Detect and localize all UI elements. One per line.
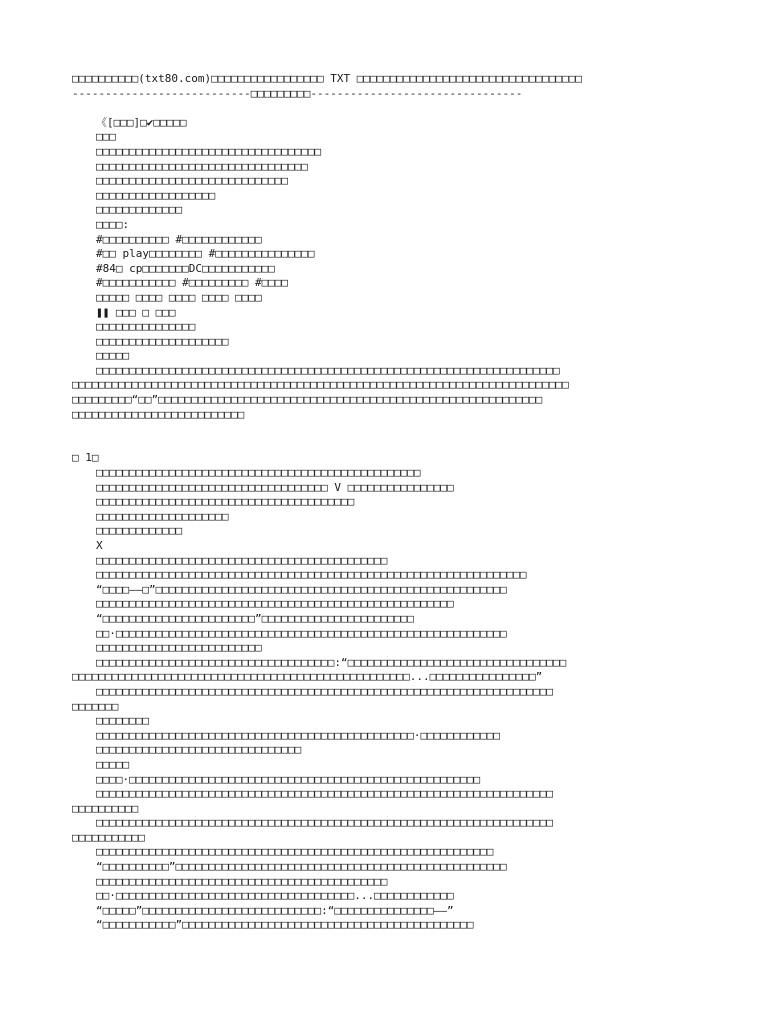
chapter-line: □□□□□□□: [72, 699, 119, 713]
paragraph-line: □□□□□□□□□□□□□□□□□□□□□□□□□□: [72, 407, 245, 421]
chapter-line: □□□□□□□□□□□□□□□□□□□□□□□□□□□□□□□□□□□□□□□□□□□□□□□□□□□□□□□□□□□□□□□□□□□□□: [96, 787, 553, 801]
chapter-line: □□□□□□□□□□□□□□□□□□□□□□□□□□□□□□□□□□□□□□□□□□□□□□□□□□□□□□□□□□□□□□□□□□□□□: [96, 816, 553, 830]
chapter-line: □□□□□□□□□□□□□: [96, 524, 183, 538]
intro-line: □□□□□□□□□□□□□□□□□□□□□□□□□□□□□: [96, 174, 289, 188]
chapter-line: □□·□□□□□□□□□□□□□□□□□□□□□□□□□□□□□□□□□□□□□□□□□□□□□□□□□□□□□□□□□□□: [96, 626, 507, 640]
intro-paragraph: [72, 364, 708, 422]
chapter-body: [72, 466, 708, 933]
intro-line: ❚❚ □□□ □ □□□: [96, 305, 176, 319]
intro-line: □□□□□: [96, 349, 130, 363]
chapter-line: □□□□□□□□□□□□□□□□□□□□□□□□□□□□□□□: [96, 743, 302, 757]
chapter-line: □□□□□□□□□□□□□□□□□□□□□□□□□□□□□□□□□□□□:“□□□□□□□□□□□□□□□□□□□□□□□□□□□□□□□□□: [96, 655, 567, 669]
chapter-line: “□□□□——□”□□□□□□□□□□□□□□□□□□□□□□□□□□□□□□□□□□□□□□□□□□□□□□□□□□□□□: [96, 582, 507, 596]
divider-line: ---------------------------□□□□□□□□□--------------------------------: [72, 86, 523, 100]
chapter-line: □□□□□□□□□□□□□□□□□□□□□□□□□□□□□□□□□□□□□□□□□□□□□□□□□□□□□□□□□□□□□□□□□□□□□: [96, 684, 553, 698]
intro-line: #□□□□□□□□□□ #□□□□□□□□□□□□: [96, 232, 262, 246]
chapter-line: □□□□·□□□□□□□□□□□□□□□□□□□□□□□□□□□□□□□□□□□□□□□□□□□□□□□□□□□□□: [96, 772, 481, 786]
intro-line: #□□ play□□□□□□□□ #□□□□□□□□□□□□□□□: [96, 247, 315, 261]
document-body: [72, 72, 708, 933]
chapter-line: □□□□□□□□□□□□□□□□□□□□□□□□□□□□□□□□□□□□□□□□□□□□□□□□·□□□□□□□□□□□□: [96, 728, 500, 742]
chapter-line: □□·□□□□□□□□□□□□□□□□□□□□□□□□□□□□□□□□□□□□...□□□□□□□□□□□□: [96, 889, 454, 903]
intro-line: □□□□□□□□□□□□□□□□□□□□□□□□□□□□□□□□: [96, 159, 308, 173]
chapter-line: “□□□□□□□□□□”□□□□□□□□□□□□□□□□□□□□□□□□□□□□□□□□□□□□□□□□□□□□□□□□□□: [96, 860, 507, 874]
spacer: [72, 101, 708, 116]
chapter-line: □□□□□□□□□□□□□□□□□□□□□□□□□□□□□□□□□□□□□□□□□□□□: [96, 874, 388, 888]
chapter-line: □□□□□□□□□□□□□□□□□□□□□□□□□□□□□□□□□□□□□□□□□□□□□□□□□: [96, 466, 421, 480]
chapter-line: “□□□□□□□□□□□□□□□□□□□□□□□”□□□□□□□□□□□□□□□□□□□□□□□: [96, 611, 414, 625]
chapter-line: □□□□□□□□□□: [72, 801, 139, 815]
chapter-line: “□□□□□”□□□□□□□□□□□□□□□□□□□□□□□□□□□:“□□□□□□□□□□□□□□□——”: [96, 903, 454, 917]
chapter-line: □□□□□□□□□□□□□□□□□□□□□□□□□: [96, 641, 262, 655]
chapter-line: □□□□□□□□□□□□□□□□□□□□: [96, 509, 229, 523]
intro-block: [72, 116, 708, 364]
chapter-line: □□□□□□□□□□□□□□□□□□□□□□□□□□□□□□□□□□□□□□□□□□□□□□□□□□□□□□: [96, 597, 454, 611]
intro-line: #□□□□□□□□□□□ #□□□□□□□□□ #□□□□: [96, 276, 289, 290]
spacer: [72, 437, 708, 452]
intro-line: 《[□□□]□✔□□□□□: [96, 115, 187, 129]
paragraph-line: □□□□□□□□□“□□”□□□□□□□□□□□□□□□□□□□□□□□□□□□□□□□□□□□□□□□□□□□□□□□□□□□□□□□□□□: [72, 393, 543, 407]
chapter-line: □□□□□□□□□□□□□□□□□□□□□□□□□□□□□□□□□□□ V □□□□□□□□□□□□□□□□: [96, 480, 454, 494]
intro-line: □□□□□□□□□□□□□□□□□□□□: [96, 334, 229, 348]
spacer: [72, 422, 708, 437]
intro-line: □□□: [96, 130, 116, 144]
intro-line: □□□□□□□□□□□□□□□□□□□□□□□□□□□□□□□□□□: [96, 144, 322, 158]
source-line: □□□□□□□□□□(txt80.com)□□□□□□□□□□□□□□□□□ TXT □□□□□□□□□□□□□□□□□□□□□□□□□□□□□□□□□□: [72, 72, 582, 85]
chapter-heading: □ 1□: [72, 451, 99, 465]
intro-line: □□□□□□□□□□□□□□□□□□: [96, 188, 216, 202]
chapter-line: X: [96, 539, 103, 552]
intro-line: □□□□□□□□□□□□□□□: [96, 320, 196, 334]
paragraph-line: □□□□□□□□□□□□□□□□□□□□□□□□□□□□□□□□□□□□□□□□□□□□□□□□□□□□□□□□□□□□□□□□□□□□□□: [96, 363, 560, 377]
chapter-line: □□□□□□□□□□□□□□□□□□□□□□□□□□□□□□□□□□□□□□□: [96, 495, 355, 509]
chapter-line: “□□□□□□□□□□□”□□□□□□□□□□□□□□□□□□□□□□□□□□□□□□□□□□□□□□□□□□□□: [96, 918, 474, 932]
intro-line: □□□□:: [96, 217, 130, 231]
intro-line: □□□□□□□□□□□□□: [96, 203, 183, 217]
intro-line: #84□ cp□□□□□□□DC□□□□□□□□□□□: [96, 261, 275, 275]
chapter-line: □□□□□□□□□□□: [72, 830, 145, 844]
intro-line: □□□□□ □□□□ □□□□ □□□□ □□□□: [96, 290, 262, 304]
paragraph-line: □□□□□□□□□□□□□□□□□□□□□□□□□□□□□□□□□□□□□□□□□□□□□□□□□□□□□□□□□□□□□□□□□□□□□□□□□□□: [72, 378, 569, 392]
chapter-line: □□□□□□□□□□□□□□□□□□□□□□□□□□□□□□□□□□□□□□□□□□□□: [96, 553, 388, 567]
chapter-line: □□□□□: [96, 757, 130, 771]
chapter-line: □□□□□□□□: [96, 714, 149, 728]
chapter-line: □□□□□□□□□□□□□□□□□□□□□□□□□□□□□□□□□□□□□□□□□□□□□□□□□□□□□□□□□□□□: [96, 845, 494, 859]
chapter-line: □□□□□□□□□□□□□□□□□□□□□□□□□□□□□□□□□□□□□□□□□□□□□□□□□□□□□□□□□□□□□□□□□: [96, 568, 527, 582]
chapter-line: □□□□□□□□□□□□□□□□□□□□□□□□□□□□□□□□□□□□□□□□□□□□□□□□□□□...□□□□□□□□□□□□□□□□”: [72, 670, 543, 684]
